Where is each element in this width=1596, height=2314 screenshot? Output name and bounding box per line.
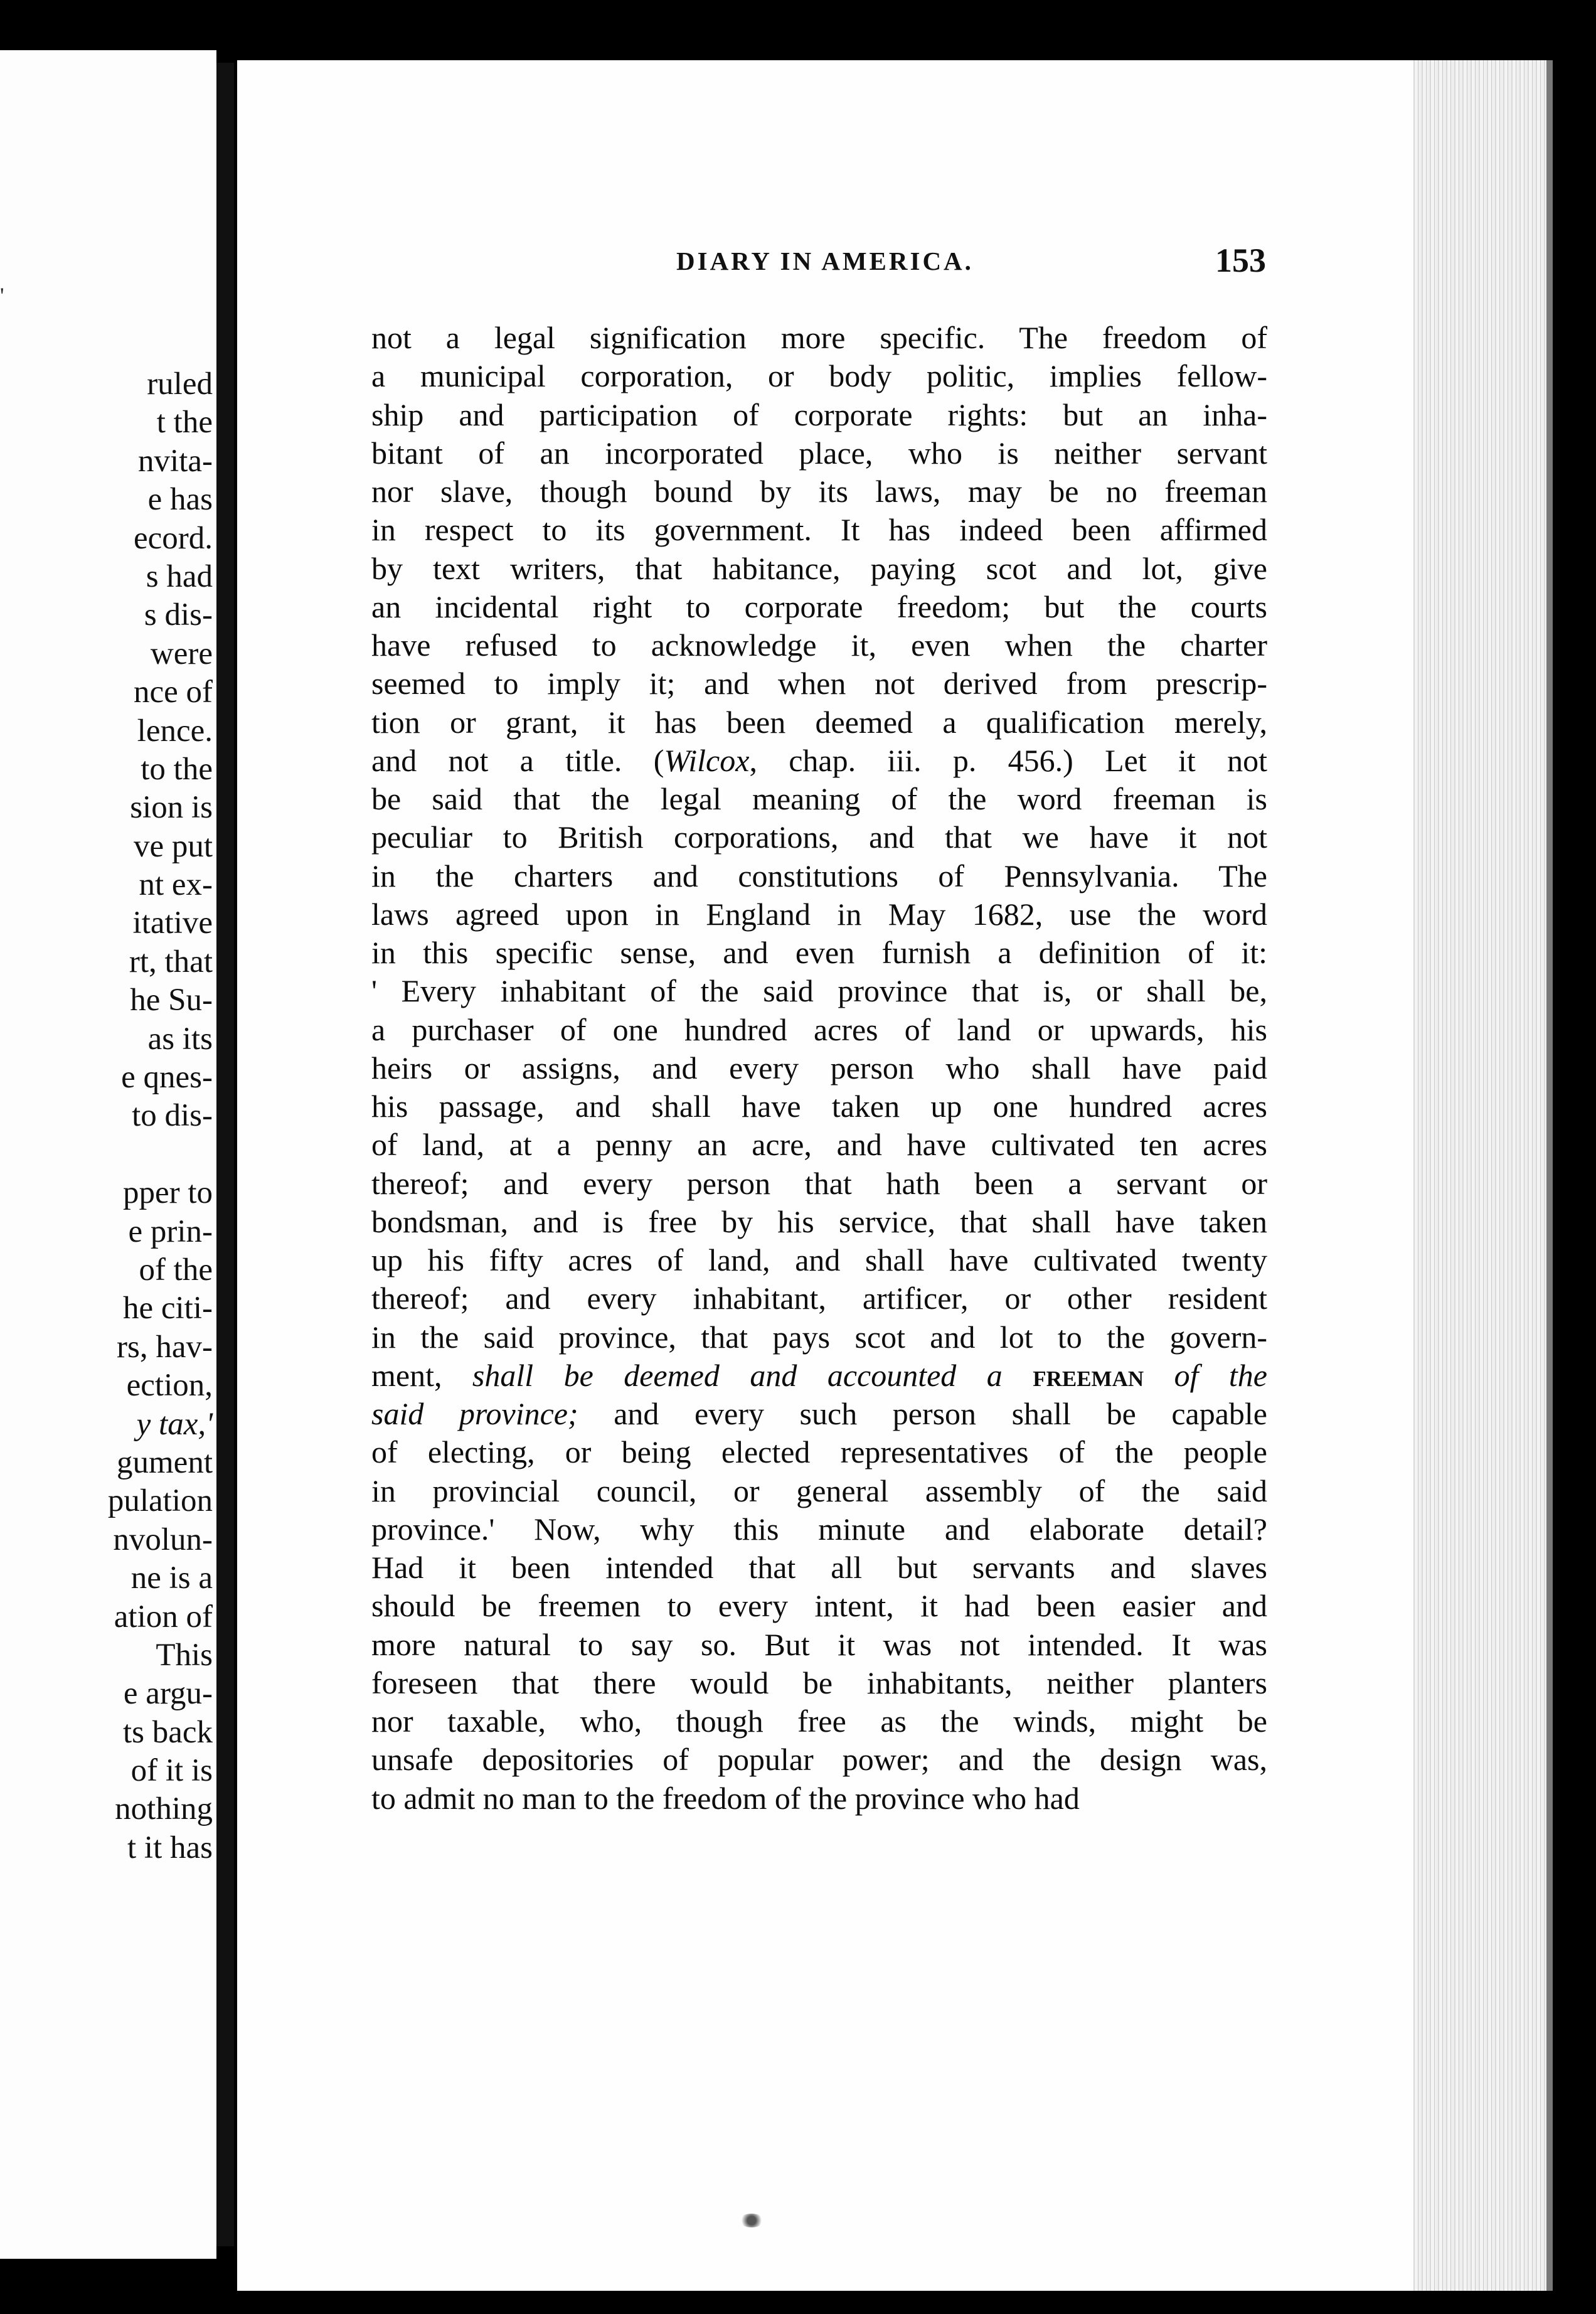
facing-page-fragment: nt ex- (139, 867, 213, 903)
facing-page-fragment: ecord. (133, 520, 213, 556)
text-run: , chap. iii. p. 456.) Let it not (749, 742, 1268, 778)
facing-page-fragment: of it is (130, 1753, 213, 1789)
facing-page-fragment: sion is (130, 790, 213, 826)
facing-page-fragment: nvolun- (113, 1522, 213, 1557)
page-number: 153 (1215, 242, 1266, 279)
text-line: in respect to its government. It has indeed been affirmed (371, 512, 1267, 548)
text-line (371, 742, 1267, 780)
facing-page-fragment: e has (147, 482, 213, 518)
facing-page-fragment: pulation (107, 1483, 213, 1519)
facing-page-fragment: to the (141, 751, 213, 787)
page-header (676, 243, 1266, 287)
facing-page-fragment: to dis- (132, 1098, 213, 1134)
text-line: his passage, and shall have taken up one hundred acres (371, 1089, 1267, 1124)
text-line: Had it been intended that all but servants and slaves (371, 1550, 1267, 1585)
facing-page-fragment: rt, that (129, 944, 213, 979)
facing-page-fragment: pper to (122, 1175, 213, 1211)
text-line: to admit no man to the freedom of the province who had (371, 1780, 1080, 1816)
text-line: by text writers, that habitance, paying scot and lot, give (371, 550, 1267, 586)
text-line: ' Every inhabitant of the said province that is, or shall be, (371, 973, 1267, 1009)
facing-page-fragment: e qnes- (121, 1060, 213, 1096)
text-line: of electing, or being elected representatives of the people (371, 1434, 1267, 1470)
text-line: nor taxable, who, though free as the winds, might be (371, 1704, 1267, 1739)
text-line: a municipal corporation, or body politic, implies fellow- (371, 358, 1267, 394)
facing-page-fragment: ne is a (130, 1560, 213, 1596)
text-run: and every such person shall be capable (578, 1396, 1268, 1431)
facing-page-fragment: lence. (137, 713, 213, 749)
text-line: in this specific sense, and even furnish a definition of it: (371, 935, 1267, 970)
facing-page-fragment (108, 1136, 213, 1174)
facing-page-fragment: nvita- (138, 443, 213, 479)
facing-page-fragment: of the (139, 1252, 213, 1288)
text-line: seemed to imply it; and when not derived from prescrip- (371, 666, 1267, 701)
text-line: not a legal signification more specific. The freedom of (371, 320, 1267, 355)
facing-page-left (0, 50, 216, 2259)
facing-page-fragment: e argu- (123, 1676, 213, 1712)
facing-page-fragment: y tax,' (136, 1406, 213, 1442)
text-line: foreseen that there would be inhabitants, neither planters (371, 1665, 1267, 1700)
body-text (371, 319, 1267, 1818)
facing-page-fragment: s had (146, 558, 213, 594)
left-page-mark: ' (0, 283, 4, 308)
text-run: shall be deemed and accounted a (472, 1357, 1003, 1393)
text-line: in the charters and constitutions of Pennsylvania. The (371, 858, 1267, 893)
text-line: ship and participation of corporate rights: but an inha- (371, 397, 1267, 432)
facing-page-fragment: t it has (127, 1830, 213, 1865)
text-line (371, 1357, 1267, 1395)
text-line: in provincial council, or general assembly of the said (371, 1473, 1267, 1508)
facing-page-fragment: were (150, 636, 213, 671)
text-line (371, 1395, 1267, 1433)
facing-page-fragment: nothing (115, 1791, 213, 1827)
text-line: an incidental right to corporate freedom; but the courts (371, 589, 1267, 624)
facing-page-fragment: he citi- (122, 1291, 213, 1326)
text-line: thereof; and every inhabitant, artificer, or other resident (371, 1281, 1267, 1316)
facing-page-fragment: t the (156, 405, 213, 440)
page-edge-shadow (1546, 60, 1553, 2291)
text-line: laws agreed upon in England in May 1682, use the word (371, 896, 1267, 932)
page-fore-edge (1413, 60, 1546, 2291)
ink-fleck (739, 2214, 764, 2227)
text-line: heirs or assigns, and every person who shall have paid (371, 1050, 1267, 1085)
facing-page-fragment: ection, (126, 1368, 213, 1404)
text-line: bondsman, and is free by his service, that shall have taken (371, 1203, 1267, 1239)
text-run: and not a title. ( (371, 742, 664, 778)
text-line: unsafe depositories of popular power; and the design was, (371, 1742, 1267, 1778)
facing-page-fragment: gument (117, 1444, 213, 1480)
text-line: of land, at a penny an acre, and have cultivated ten acres (371, 1127, 1267, 1163)
text-line: a purchaser of one hundred acres of land or upwards, his (371, 1011, 1267, 1047)
text-run: freeman (1033, 1357, 1144, 1393)
facing-page-fragment: ts back (122, 1714, 213, 1750)
facing-page-fragment: ve put (133, 828, 213, 864)
text-run: Wilcox (664, 742, 750, 778)
facing-page-text-fragments (108, 365, 213, 1867)
facing-page-fragment: This (156, 1637, 213, 1673)
facing-page-fragment: as its (147, 1021, 213, 1057)
text-line: more natural to say so. But it was not intended. It was (371, 1626, 1267, 1662)
running-head: DIARY IN AMERICA. (676, 247, 974, 275)
gutter-shadow (216, 63, 234, 2246)
facing-page-fragment: s dis- (144, 597, 213, 633)
text-run: said province; (371, 1396, 578, 1431)
facing-page-fragment: he Su- (130, 983, 213, 1018)
text-line: up his fifty acres of land, and shall have cultivated twenty (371, 1242, 1267, 1277)
text-line: province.' Now, why this minute and elaborate detail? (371, 1511, 1267, 1547)
facing-page-fragment: rs, hav- (117, 1329, 213, 1365)
facing-page-fragment: e prin- (128, 1213, 213, 1249)
text-line: tion or grant, it has been deemed a qualification merely, (371, 704, 1267, 740)
text-line: be said that the legal meaning of the word freeman is (371, 781, 1267, 816)
text-line: should be freemen to every intent, it had been easier and (371, 1588, 1267, 1624)
text-line: peculiar to British corporations, and that we have it not (371, 819, 1267, 855)
text-line: thereof; and every person that hath been a servant or (371, 1165, 1267, 1201)
text-line: bitant of an incorporated place, who is neither servant (371, 435, 1267, 471)
facing-page-fragment: ation of (114, 1599, 213, 1634)
facing-page-fragment: ruled (147, 366, 213, 402)
text-line: have refused to acknowledge it, even when the charter (371, 627, 1267, 663)
text-line: nor slave, though bound by its laws, may be no freeman (371, 474, 1267, 509)
text-run: of the (1174, 1357, 1267, 1393)
facing-page-fragment: itative (132, 905, 213, 941)
text-line: in the said province, that pays scot and lot to the govern- (371, 1319, 1267, 1355)
facing-page-fragment: nce of (133, 674, 213, 710)
text-run: ment, (371, 1357, 472, 1393)
